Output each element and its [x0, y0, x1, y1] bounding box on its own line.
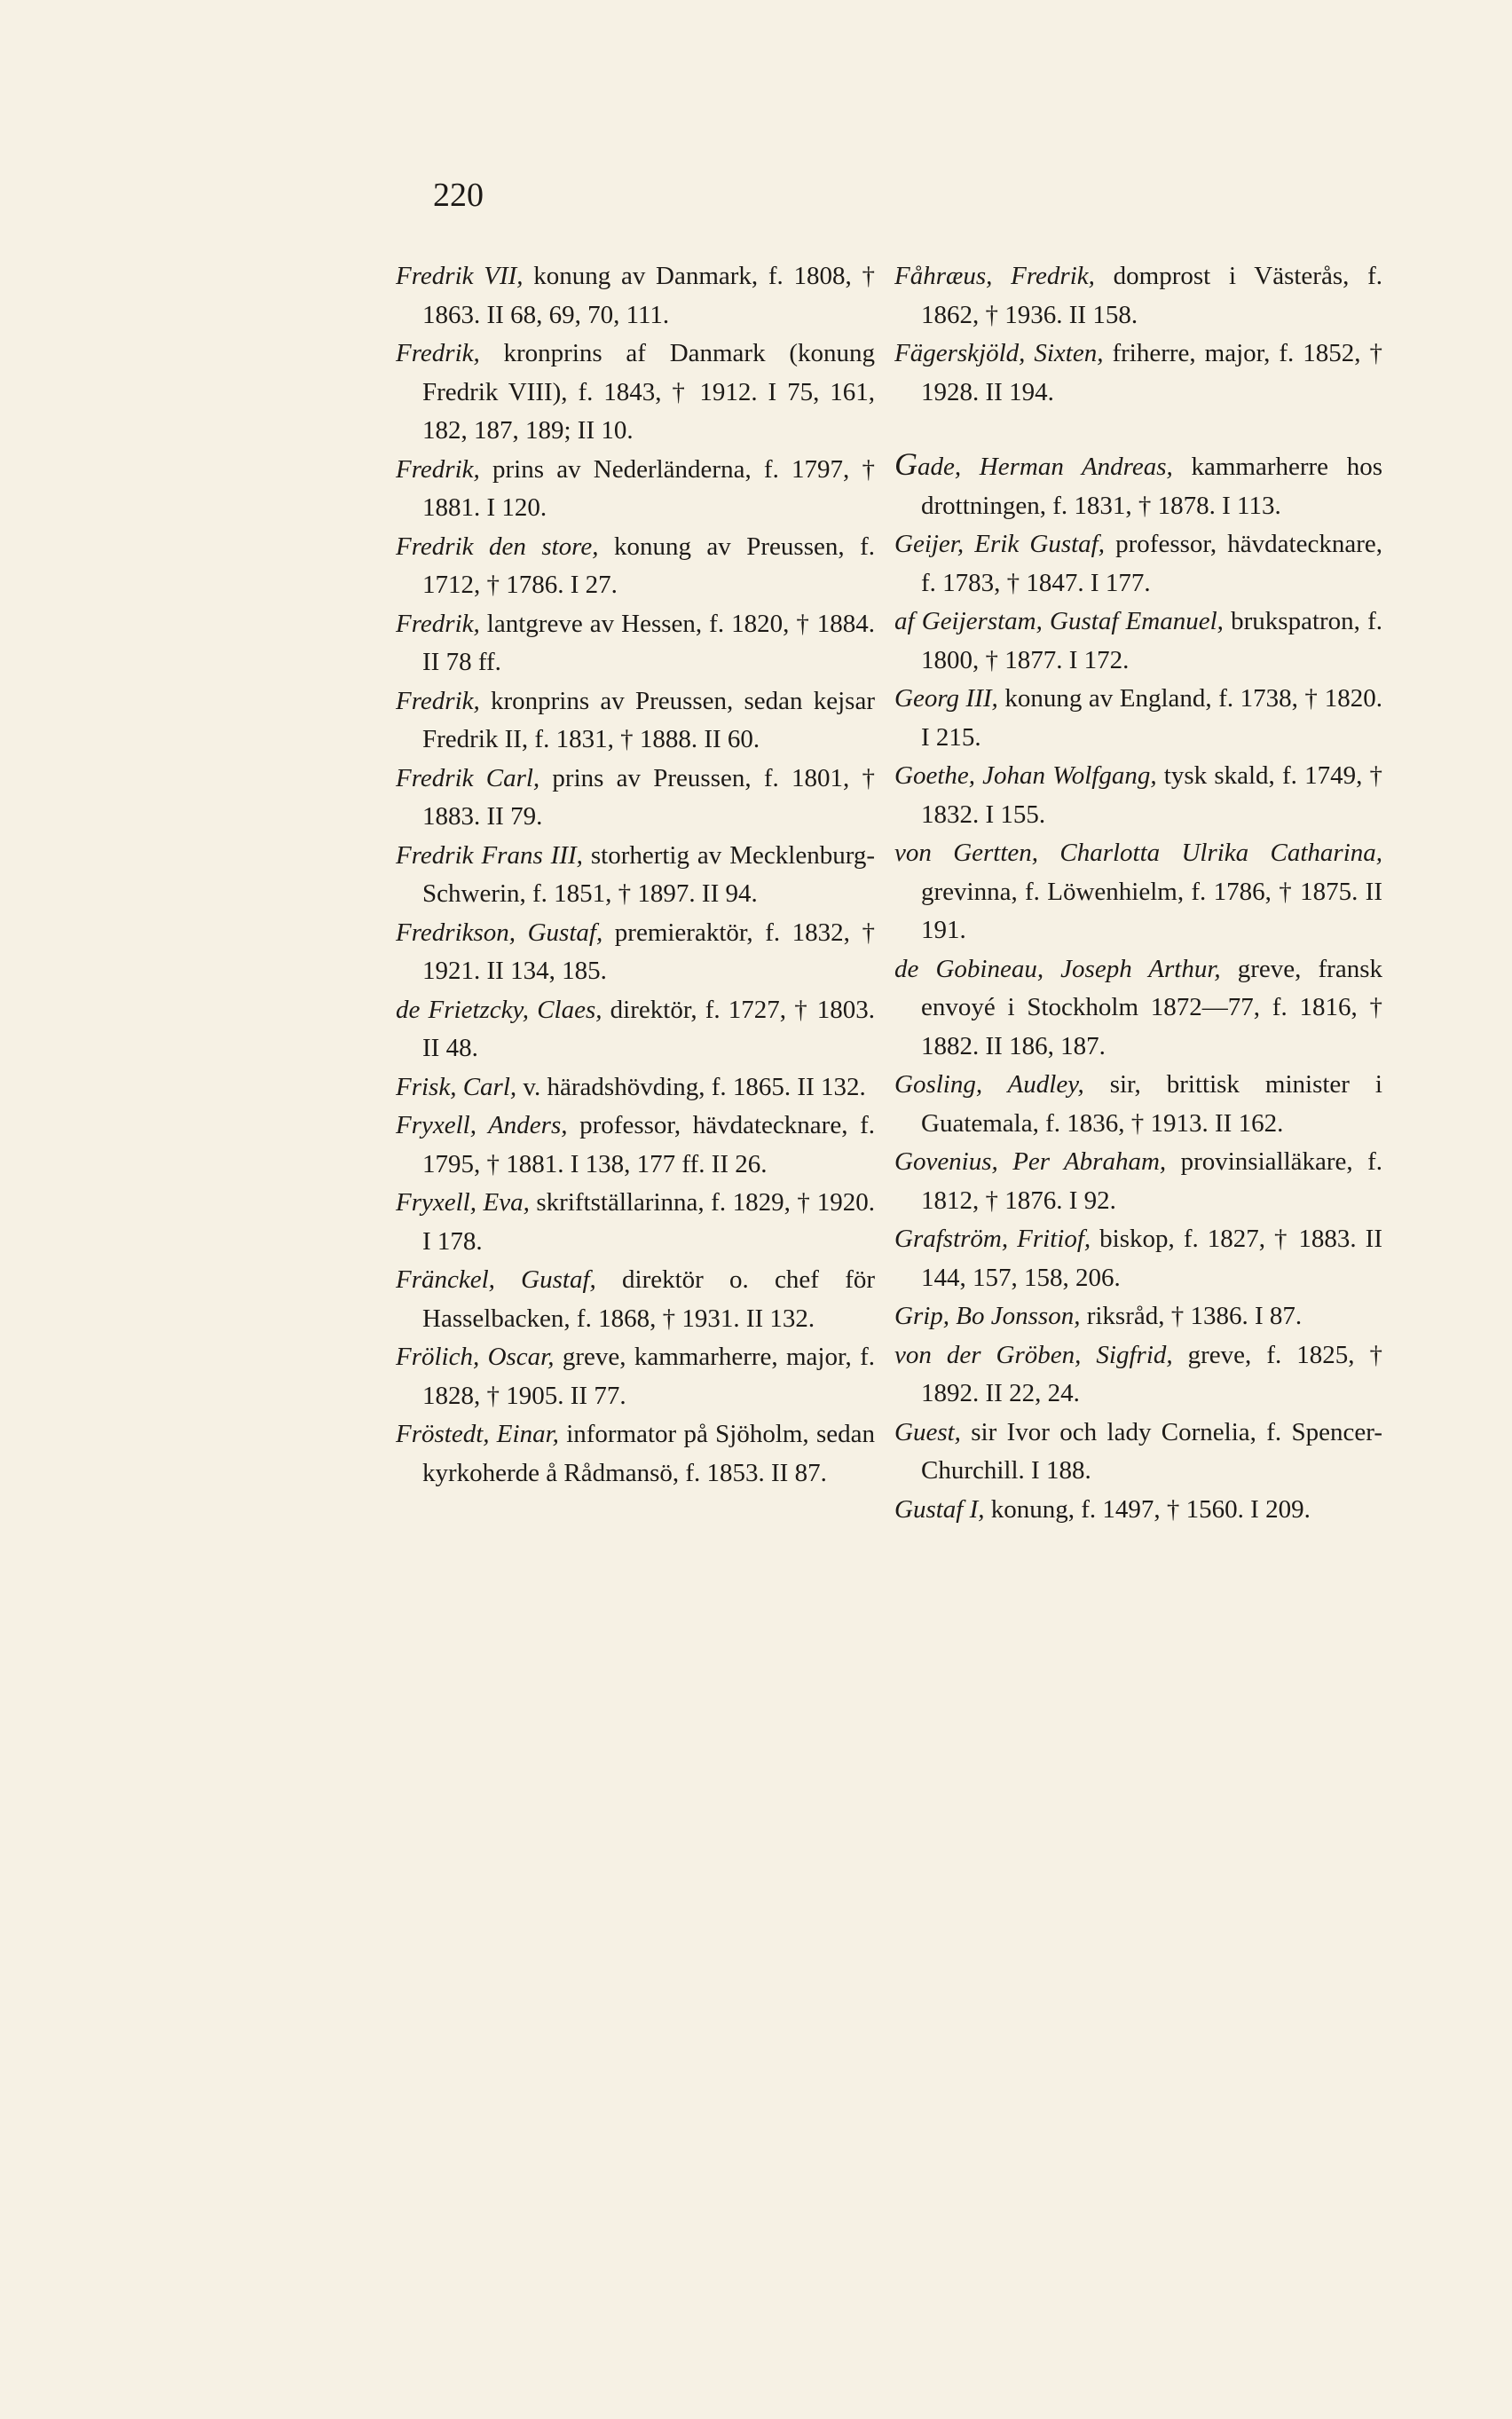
entry-details: direktör, f. 1727, † 1803. II 48.: [422, 995, 876, 1062]
entry-details: provinsialläkare, f. 1812, † 1876. I 92.: [921, 1147, 1382, 1215]
entry-name: de Gobineau, Joseph Arthur,: [894, 954, 1221, 983]
entry-details: greve, kammarherre, major, f. 1828, † 1905. II 77.: [422, 1343, 875, 1410]
entry-details: tysk skald, f. 1749, † 1832. I 155.: [921, 761, 1383, 829]
entry-details: konung av England, f. 1738, † 1820. I 215.: [921, 684, 1383, 752]
entry-name: Fredrik VII,: [396, 262, 524, 290]
entry-name: de Frietzcky, Claes,: [396, 995, 602, 1024]
entry-name: Geijer, Erik Gustaf,: [894, 530, 1105, 558]
entry-details: biskop, f. 1827, † 1883. II 144, 157, 158, 206.: [921, 1225, 1382, 1292]
entry-details: domprost i Västerås, f. 1862, † 1936. II 158.: [921, 262, 1383, 329]
entry-details: prins av Nederländerna, f. 1797, † 1881. I 120.: [422, 454, 875, 522]
entry-details: brukspatron, f. 1800, † 1877. I 172.: [921, 607, 1383, 674]
index-entry: [396, 451, 875, 528]
index-entry: [396, 1415, 875, 1493]
index-entry: [396, 605, 875, 682]
entry-name: Fredrik den store,: [396, 532, 599, 561]
entry-details: sir, brittisk minister i Guatemala, f. 1836, † 1913. II 162.: [921, 1070, 1382, 1138]
entry-name: Grip, Bo Jonsson,: [894, 1302, 1081, 1330]
entry-name: Fredrik Frans III,: [396, 840, 583, 870]
index-entry: [894, 757, 1382, 834]
entry-details: v. häradshövding, f. 1865. II 132.: [516, 1072, 866, 1101]
entry-details: konung av Preussen, f. 1712, † 1786. I 27.: [422, 532, 875, 599]
entry-details: sir Ivor och lady Cornelia, f. Spencer-Churchill. I 188.: [921, 1417, 1382, 1485]
entry-details: kammarherre hos drottningen, f. 1831, † 1878. I 113.: [921, 453, 1382, 520]
entry-name: Guest,: [894, 1417, 961, 1446]
entry-name: Goethe, Johan Wolfgang,: [894, 761, 1157, 790]
index-entry: [396, 837, 875, 914]
index-entry: [396, 257, 875, 335]
entry-details: lantgreve av Hessen, f. 1820, † 1884. II 78 ff.: [422, 609, 875, 676]
entry-name: Fredrik,: [396, 339, 480, 367]
index-entry: [396, 335, 875, 451]
entry-details: skriftställarinna, f. 1829, † 1920. I 178.: [422, 1188, 875, 1256]
index-entry: [894, 257, 1382, 335]
page-number: 220: [433, 177, 484, 214]
entry-details: riksråd, † 1386. I 87.: [1080, 1302, 1303, 1330]
index-entry: [894, 603, 1382, 680]
entry-name: Grafström, Fritiof,: [894, 1225, 1091, 1253]
index-column-left: [396, 257, 875, 1493]
index-entry: [894, 834, 1382, 950]
index-entry: [396, 1184, 875, 1261]
entry-name: ade, Herman Andreas,: [917, 453, 1173, 481]
entry-name: Fredrik,: [396, 454, 480, 484]
entry-name: af Geijerstam, Gustaf Emanuel,: [894, 607, 1224, 635]
section-spacer: [894, 412, 1382, 445]
entry-name: Frölich, Oscar,: [396, 1343, 555, 1371]
index-entry: [894, 950, 1382, 1067]
index-entry: [396, 1338, 875, 1415]
entry-name: Fägerskjöld, Sixten,: [894, 339, 1104, 367]
entry-name: Fröstedt, Einar,: [396, 1420, 559, 1448]
entry-details: konung, f. 1497, † 1560. I 209.: [984, 1494, 1311, 1524]
entry-name: von Gertten, Charlotta Ulrika Catharina,: [894, 839, 1382, 867]
index-column-right: [894, 257, 1382, 1529]
entry-name: Frisk, Carl,: [396, 1072, 517, 1101]
entry-name: Fryxell, Anders,: [396, 1111, 568, 1139]
entry-name: Gosling, Audley,: [894, 1070, 1084, 1099]
index-entry: [894, 1220, 1382, 1297]
entry-name: Fryxell, Eva,: [396, 1188, 530, 1217]
entry-name: Georg III,: [894, 684, 998, 713]
entry-details: prins av Preussen, f. 1801, † 1883. II 79.: [422, 763, 875, 831]
index-entry: [396, 1107, 875, 1184]
entry-details: greve, fransk envoyé i Stockholm 1872—77, f. 1816, † 1882. II 186, 187.: [921, 954, 1382, 1060]
index-entry: [894, 1297, 1382, 1336]
entry-details: premieraktör, f. 1832, † 1921. II 134, 185.: [422, 918, 875, 985]
entry-details: kronprins af Danmark (konung Fredrik VIII), f. 1843, † 1912. I 75, 161, 182, 187, 189; II 10.: [422, 339, 875, 445]
entry-details: professor, hävdatecknare, f. 1783, † 1847. I 177.: [921, 530, 1382, 597]
entry-details: friherre, major, f. 1852, † 1928. II 194.: [921, 339, 1382, 406]
index-entry: [396, 914, 875, 991]
entry-details: konung av Danmark, f. 1808, † 1863. II 68, 69, 70, 111.: [422, 262, 875, 329]
entry-details: greve, f. 1825, † 1892. II 22, 24.: [921, 1340, 1383, 1407]
entry-details: direktör o. chef för Hasselbacken, f. 1868, † 1931. II 132.: [422, 1265, 876, 1333]
entry-details: professor, hävdatecknare, f. 1795, † 1881. I 138, 177 ff. II 26.: [422, 1111, 875, 1178]
entry-name: Govenius, Per Abraham,: [894, 1147, 1167, 1176]
index-entry: [396, 1261, 875, 1338]
index-entry-section-start: [894, 445, 1382, 525]
index-entry: [894, 525, 1382, 603]
index-entry: [894, 1336, 1382, 1414]
index-entry: [396, 760, 875, 837]
index-entry: [396, 682, 875, 760]
entry-name: Fåhræus, Fredrik,: [894, 262, 1095, 290]
index-entry: [894, 1066, 1382, 1143]
entry-name: Fredrikson, Gustaf,: [396, 918, 603, 947]
entry-name: Fredrik Carl,: [396, 763, 540, 792]
index-entry: [894, 335, 1382, 412]
index-entry: [396, 991, 875, 1068]
section-initial: G: [894, 446, 917, 482]
entry-name: von der Gröben, Sigfrid,: [894, 1340, 1173, 1369]
entry-details: kronprins av Preussen, sedan kejsar Fredrik II, f. 1831, † 1888. II 60.: [422, 686, 875, 753]
index-entry: [894, 680, 1382, 757]
index-entry: [894, 1491, 1382, 1530]
entry-name: Fredrik,: [396, 686, 480, 715]
entry-details: grevinna, f. Löwenhielm, f. 1786, † 1875. II 191.: [921, 877, 1382, 944]
entry-name: Fränckel, Gustaf,: [396, 1265, 596, 1294]
entry-details: storhertig av Mecklenburg-Schwerin, f. 1851, † 1897. II 94.: [422, 840, 875, 908]
index-entry: [894, 1143, 1382, 1220]
entry-details: informator på Sjöholm, sedan kyrkoherde å Rådmansö, f. 1853. II 87.: [422, 1420, 875, 1487]
index-entry: [396, 528, 875, 605]
entry-name: Gustaf I,: [894, 1494, 985, 1524]
entry-name: Fredrik,: [396, 609, 480, 638]
index-entry: [894, 1414, 1382, 1491]
index-entry: [396, 1068, 875, 1107]
